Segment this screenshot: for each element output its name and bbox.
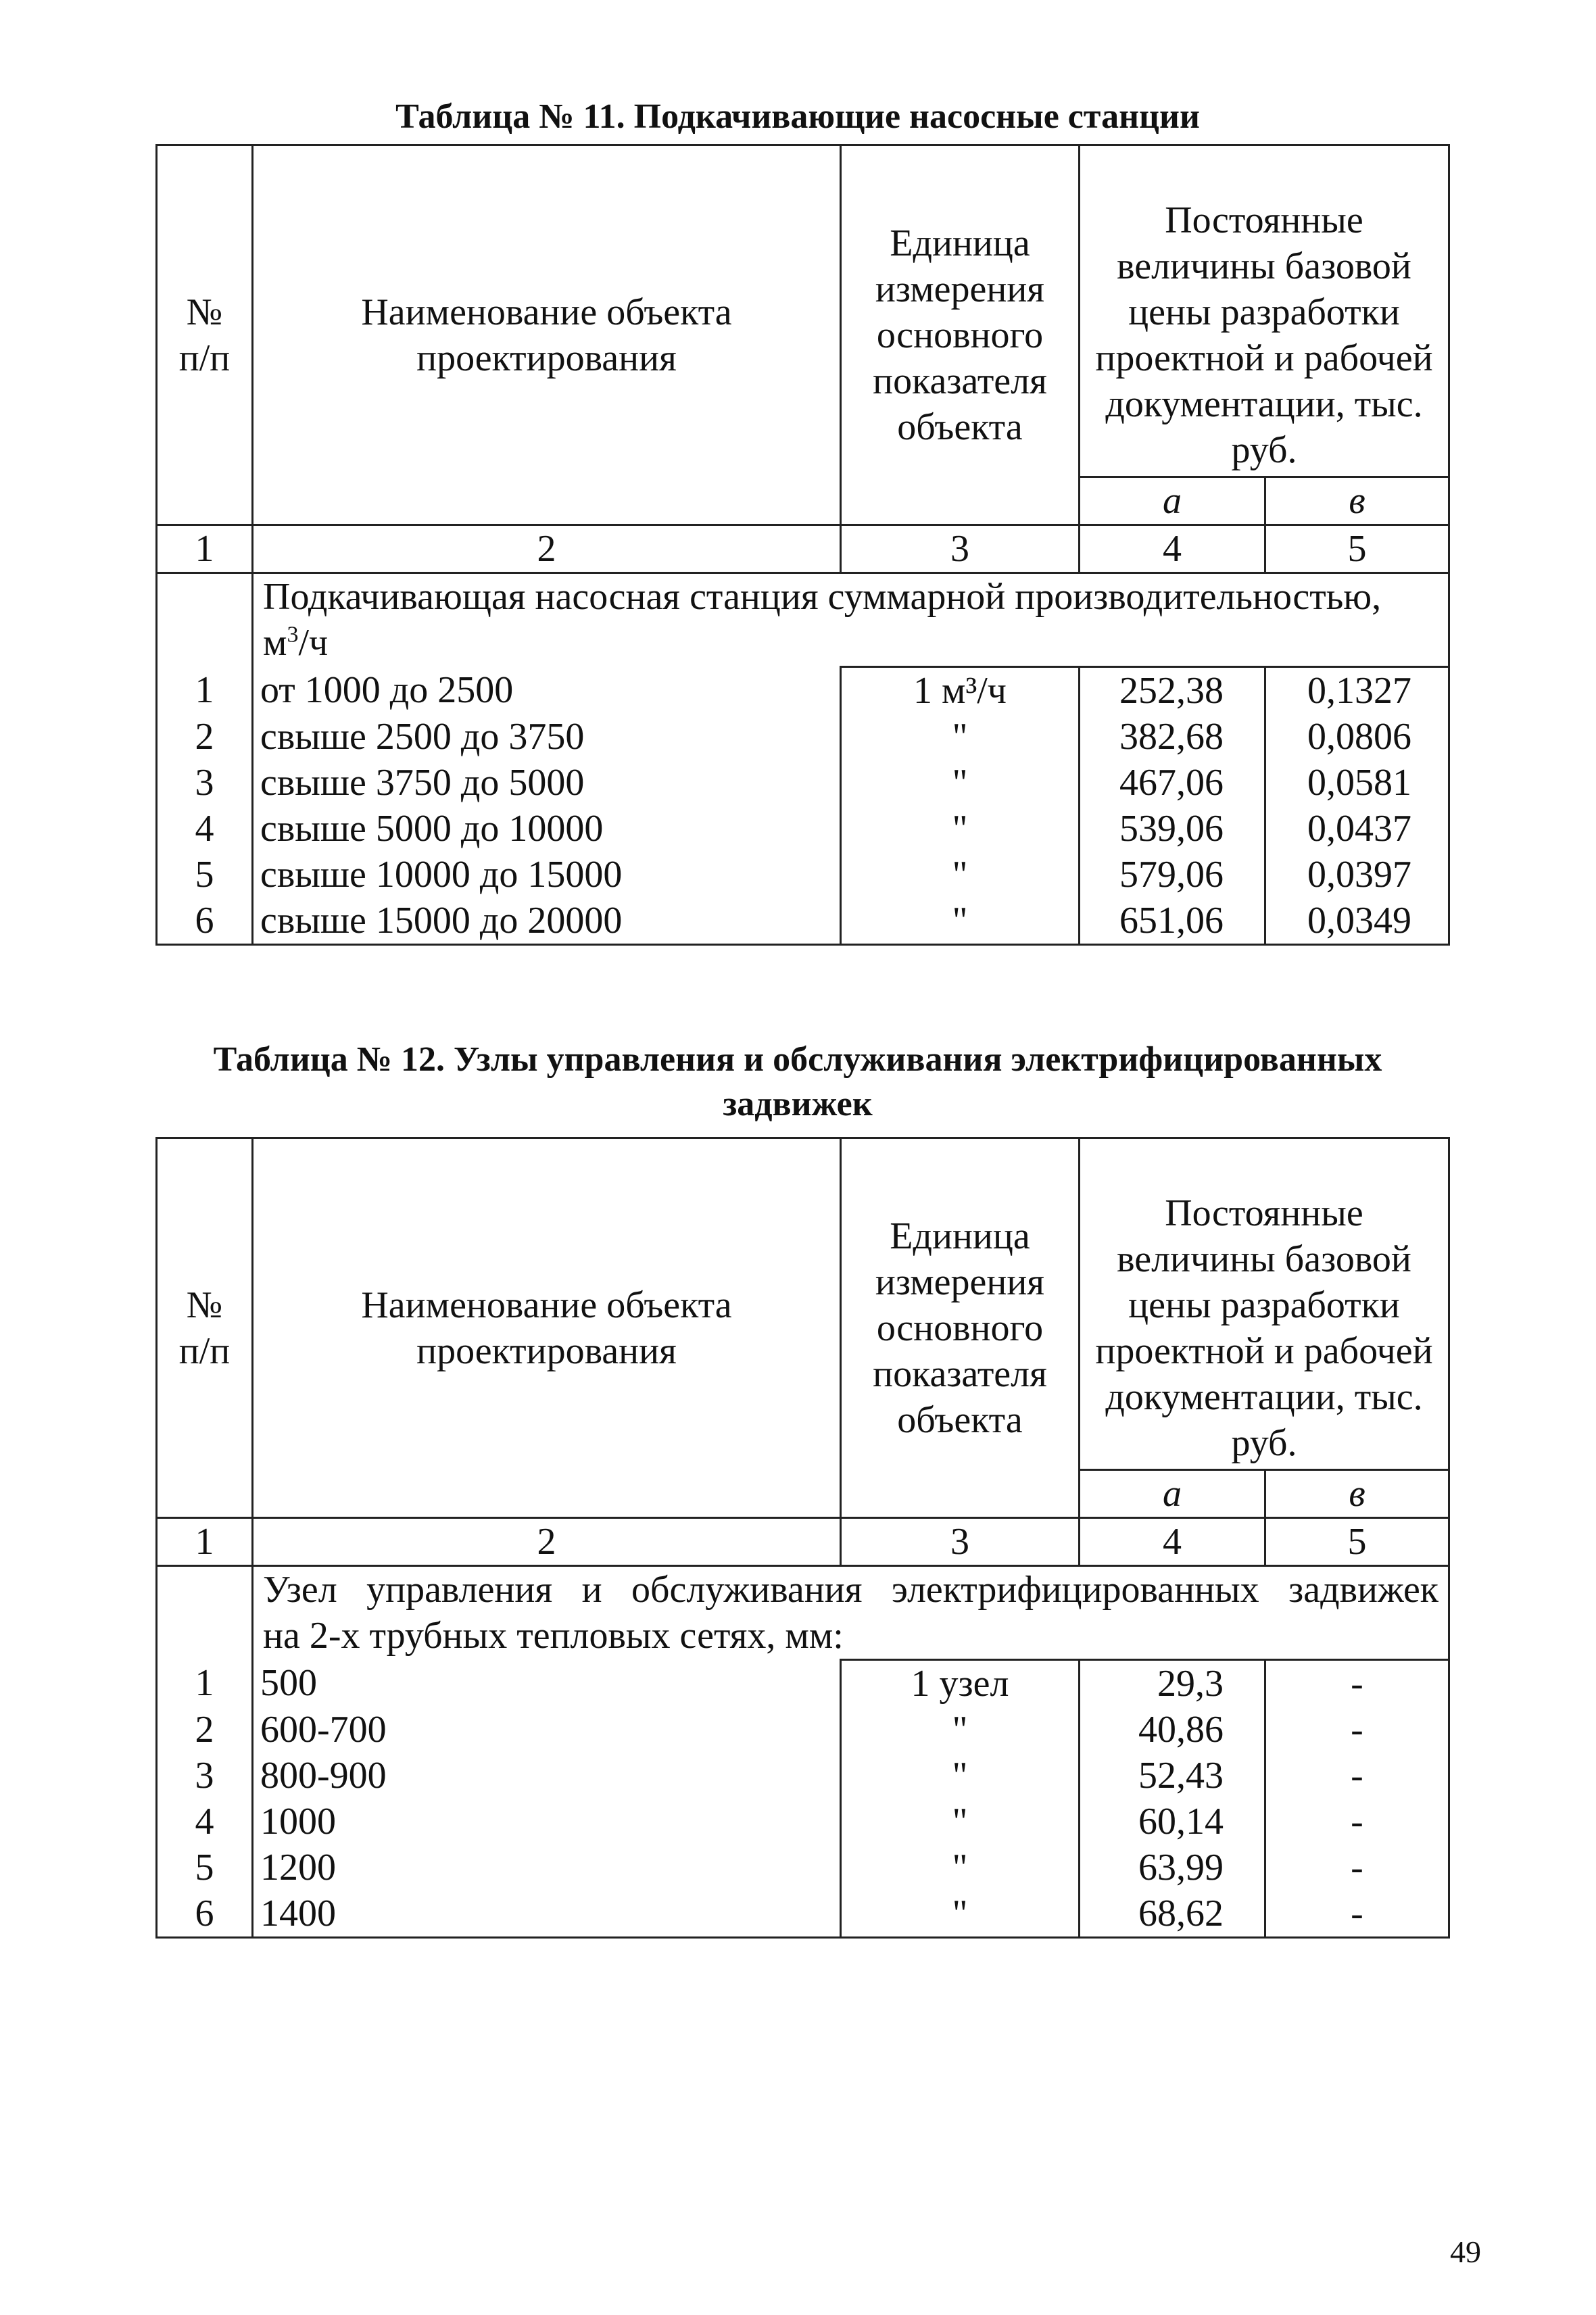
row-b: - [1265,1845,1449,1891]
table-12-caption-line2: задвижек [723,1085,873,1123]
table-11 [155,144,1450,946]
page-number: 49 [1450,2235,1481,2269]
row-a: 68,62 [1080,1891,1265,1938]
table-row [157,714,1449,760]
row-num: 5 [157,852,253,898]
row-a: 579,06 [1080,852,1265,898]
row-num: 4 [157,806,253,852]
column-number: 1 [157,525,253,573]
header-price: Постоянные величины базовой цены разработки проектной и рабочей документации, тыс. руб. [1080,145,1449,477]
row-unit: " [841,898,1080,945]
column-number: 3 [841,1518,1080,1566]
table-row [157,1891,1449,1938]
group-label-line2: на 2-х трубных тепловых сетях, мм: [263,1615,844,1657]
header-col-a: а [1080,1470,1265,1518]
group-label [253,1566,1449,1660]
column-number: 2 [253,1518,841,1566]
row-b: - [1265,1891,1449,1938]
row-name: свыше 5000 до 10000 [253,806,841,852]
table-row [157,1753,1449,1799]
column-number: 1 [157,1518,253,1566]
row-unit: " [841,760,1080,806]
header-name: Наименование объекта проектирования [253,145,841,525]
row-num: 3 [157,1753,253,1799]
header-price: Постоянные величины базовой цены разработки проектной и рабочей документации, тыс. руб. [1080,1138,1449,1470]
row-unit: " [841,806,1080,852]
header-unit: Единица измерения основного показателя объекта [841,1138,1080,1518]
row-unit: " [841,1707,1080,1753]
row-a: 29,3 [1080,1660,1265,1707]
table-row [157,806,1449,852]
row-b: 0,0437 [1265,806,1449,852]
table-12 [155,1137,1450,1939]
header-col-b: в [1265,477,1449,525]
row-name: от 1000 до 2500 [253,667,841,714]
row-num: 5 [157,1845,253,1891]
column-number: 5 [1265,1518,1449,1566]
row-name: свыше 10000 до 15000 [253,852,841,898]
column-number: 4 [1080,1518,1265,1566]
row-b: - [1265,1753,1449,1799]
row-num: 1 [157,667,253,714]
row-name: 600-700 [253,1707,841,1753]
column-number: 4 [1080,525,1265,573]
row-b: 0,1327 [1265,667,1449,714]
row-a: 651,06 [1080,898,1265,945]
table-row [157,1660,1449,1707]
row-name: 1200 [253,1845,841,1891]
column-number: 3 [841,525,1080,573]
row-num: 3 [157,760,253,806]
table-12-caption-line1: Таблица № 12. Узлы управления и обслуживания электрифицированных [213,1040,1382,1079]
row-b: 0,0581 [1265,760,1449,806]
row-num: 2 [157,1707,253,1753]
header-col-b: в [1265,1470,1449,1518]
row-a: 60,14 [1080,1799,1265,1845]
group-unit: $м^3/ч$ [263,622,329,664]
table-row [157,667,1449,714]
row-b: 0,0806 [1265,714,1449,760]
row-unit: " [841,1799,1080,1845]
row-num: 1 [157,1660,253,1707]
row-unit: " [841,714,1080,760]
row-b: - [1265,1660,1449,1707]
header-num: № п/п [157,1138,253,1518]
group-label [253,573,1449,667]
row-a: 252,38 [1080,667,1265,714]
table-row [157,1707,1449,1753]
row-unit: " [841,1753,1080,1799]
row-unit: " [841,1891,1080,1938]
row-name: 1400 [253,1891,841,1938]
row-a: 467,06 [1080,760,1265,806]
row-name: 1000 [253,1799,841,1845]
header-name: Наименование объекта проектирования [253,1138,841,1518]
column-number: 2 [253,525,841,573]
row-unit: " [841,1845,1080,1891]
header-unit: Единица измерения основного показателя объекта [841,145,1080,525]
row-a: 63,99 [1080,1845,1265,1891]
row-b: - [1265,1799,1449,1845]
row-a: 52,43 [1080,1753,1265,1799]
table-row [157,898,1449,945]
table-row [157,1845,1449,1891]
header-col-a: а [1080,477,1265,525]
row-name: свыше 3750 до 5000 [253,760,841,806]
row-a: 40,86 [1080,1707,1265,1753]
row-name: 500 [253,1660,841,1707]
table-row [157,760,1449,806]
row-num: 6 [157,898,253,945]
row-num: 4 [157,1799,253,1845]
row-unit: 1 узел [841,1660,1080,1707]
row-a: 539,06 [1080,806,1265,852]
table-12-caption [135,1038,1460,1127]
row-num: 6 [157,1891,253,1938]
row-unit: 1 м³/ч [841,667,1080,714]
group-label-line1: Узел управления и обслуживания электрифицированных задвижек [263,1569,1438,1611]
header-num: № п/п [157,145,253,525]
row-unit: " [841,852,1080,898]
row-name: свыше 2500 до 3750 [253,714,841,760]
row-a: 382,68 [1080,714,1265,760]
row-name: свыше 15000 до 20000 [253,898,841,945]
row-b: 0,0397 [1265,852,1449,898]
row-name: 800-900 [253,1753,841,1799]
group-label-text: Подкачивающая насосная станция суммарной производительностью, [263,576,1382,618]
table-row [157,1799,1449,1845]
row-num: 2 [157,714,253,760]
table-11-caption: Таблица № 11. Подкачивающие насосные станции [395,97,1200,136]
row-b: 0,0349 [1265,898,1449,945]
row-b: - [1265,1707,1449,1753]
table-row [157,852,1449,898]
column-number: 5 [1265,525,1449,573]
